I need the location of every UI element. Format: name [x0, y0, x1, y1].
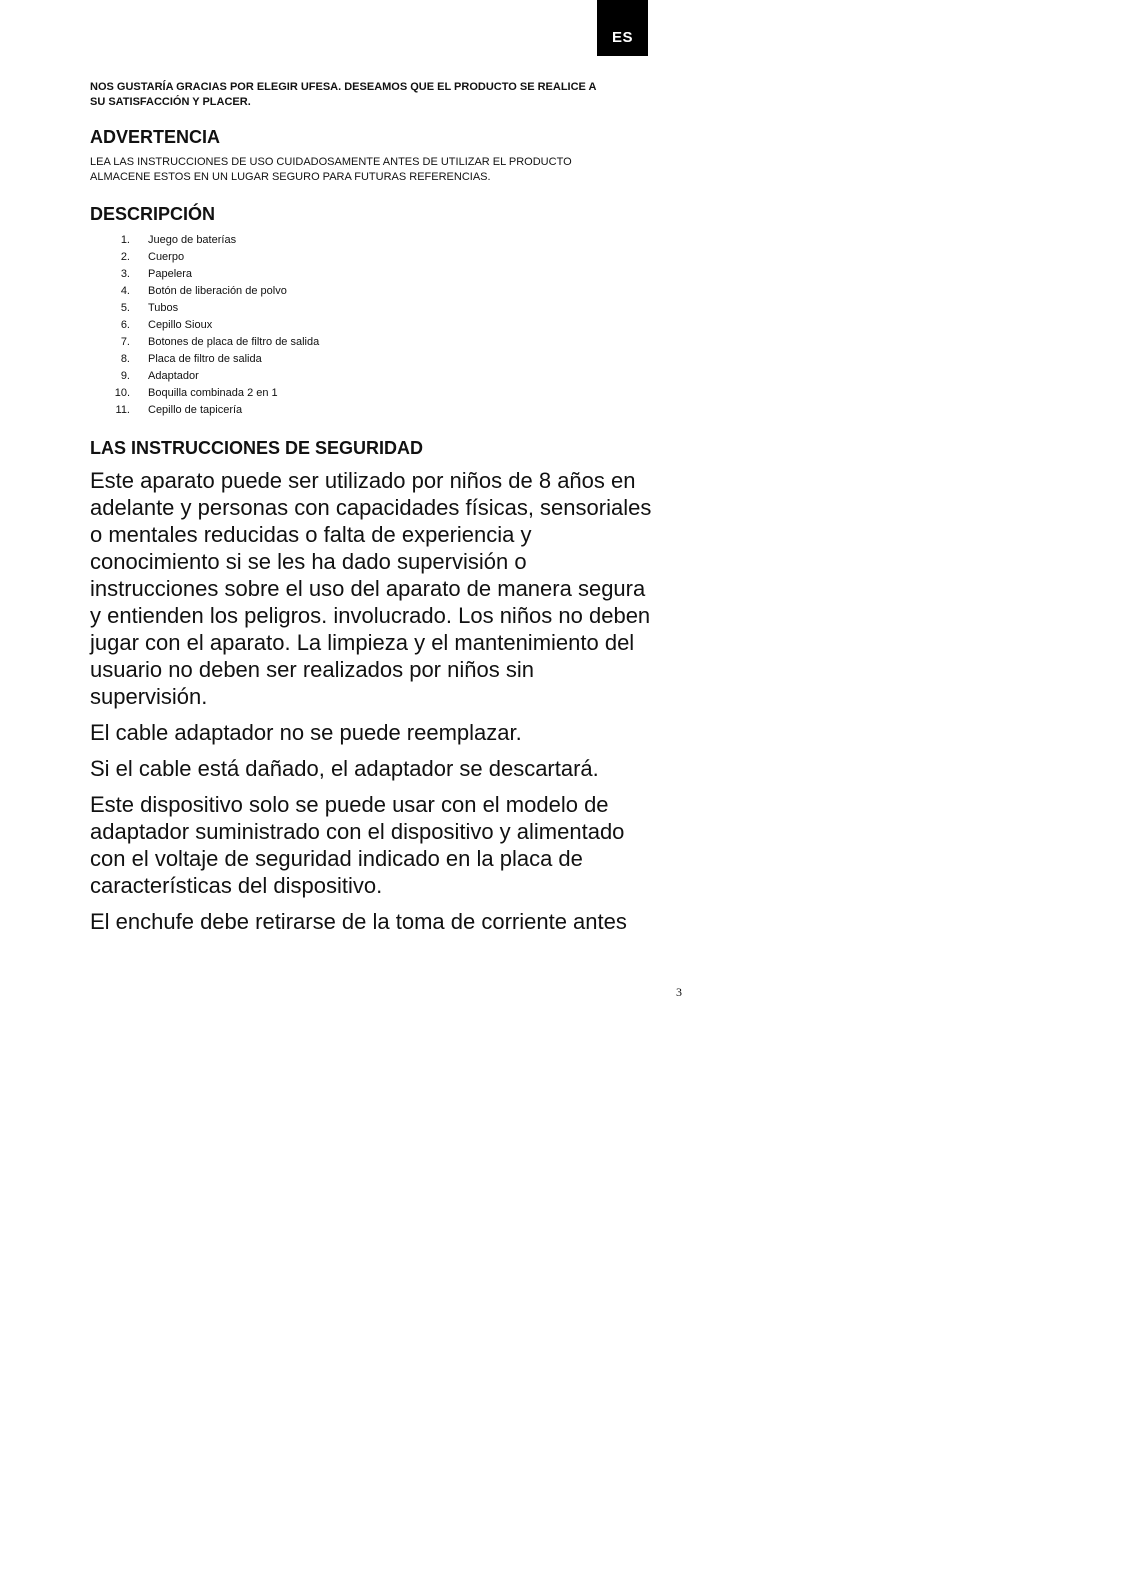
- page-number: 3: [676, 985, 682, 999]
- list-item: [90, 266, 655, 283]
- item-number: 7.: [120, 336, 130, 348]
- page-content: [90, 80, 655, 944]
- list-item: [90, 249, 655, 266]
- warning-text: LEA LAS INSTRUCCIONES DE USO CUIDADOSAMENTE ANTES DE UTILIZAR EL PRODUCTO ALMACENE ESTOS EN UN LUGAR SEGURO PARA FUTURAS REFERENCIAS.: [90, 156, 572, 183]
- item-label: Placa de filtro de salida: [148, 353, 262, 365]
- item-number: 1.: [120, 234, 130, 246]
- safety-section: [90, 467, 655, 935]
- item-number: 3.: [120, 268, 130, 280]
- intro-text: NOS GUSTARÍA GRACIAS POR ELEGIR UFESA. DESEAMOS QUE EL PRODUCTO SE REALICE A SU SATISFACCIÓN Y PLACER.: [90, 81, 597, 108]
- safety-paragraph: El cable adaptador no se puede reemplazar.: [90, 720, 522, 745]
- item-label: Cepillo Sioux: [148, 319, 213, 331]
- item-label: Botón de liberación de polvo: [148, 285, 287, 297]
- item-number: 6.: [120, 319, 130, 331]
- language-tab: [597, 0, 648, 56]
- item-label: Cuerpo: [148, 251, 185, 263]
- item-number: 2.: [120, 251, 130, 263]
- list-item: [90, 283, 655, 300]
- description-list: [90, 232, 655, 419]
- safety-paragraph: Este aparato puede ser utilizado por niños de 8 años en adelante y personas con capacidades físicas, sensoriales o mentales reducidas o falta de experiencia y conocimiento si se les ha dado supervisión o instrucciones sobre el uso del aparato de manera segura y entienden los peligros. involucrado. Los niños no deben jugar con el aparato. La limpieza y el mantenimiento del usuario no deben ser realizados por niños sin supervisión.: [90, 468, 652, 709]
- list-item: [90, 402, 655, 419]
- warning-title: ADVERTENCIA: [90, 127, 221, 147]
- list-item: [90, 232, 655, 249]
- item-label: Tubos: [148, 302, 179, 314]
- item-label: Boquilla combinada 2 en 1: [148, 387, 278, 399]
- list-item: [90, 334, 655, 351]
- item-label: Adaptador: [148, 370, 199, 382]
- safety-title: LAS INSTRUCCIONES DE SEGURIDAD: [90, 438, 424, 458]
- item-number: 11.: [115, 404, 130, 416]
- item-number: 10.: [114, 387, 130, 399]
- item-number: 4.: [120, 285, 130, 297]
- safety-paragraph: Si el cable está dañado, el adaptador se descartará.: [90, 756, 599, 781]
- list-item: [90, 317, 655, 334]
- description-title: DESCRIPCIÓN: [90, 204, 216, 224]
- list-item: [90, 385, 655, 402]
- item-label: Cepillo de tapicería: [148, 404, 243, 416]
- language-code: ES: [611, 28, 633, 46]
- item-label: Papelera: [148, 268, 193, 280]
- item-label: Juego de baterías: [148, 234, 237, 246]
- safety-paragraph: Este dispositivo solo se puede usar con el modelo de adaptador suministrado con el dispositivo y alimentado con el voltaje de seguridad indicado en la placa de características del dispositivo.: [90, 792, 625, 898]
- safety-paragraph: El enchufe debe retirarse de la toma de corriente antes: [90, 909, 627, 934]
- item-number: 8.: [120, 353, 130, 365]
- list-item: [90, 368, 655, 385]
- list-item: [90, 351, 655, 368]
- item-label: Botones de placa de filtro de salida: [148, 336, 320, 348]
- list-item: [90, 300, 655, 317]
- item-number: 5.: [120, 302, 130, 314]
- item-number: 9.: [120, 370, 130, 382]
